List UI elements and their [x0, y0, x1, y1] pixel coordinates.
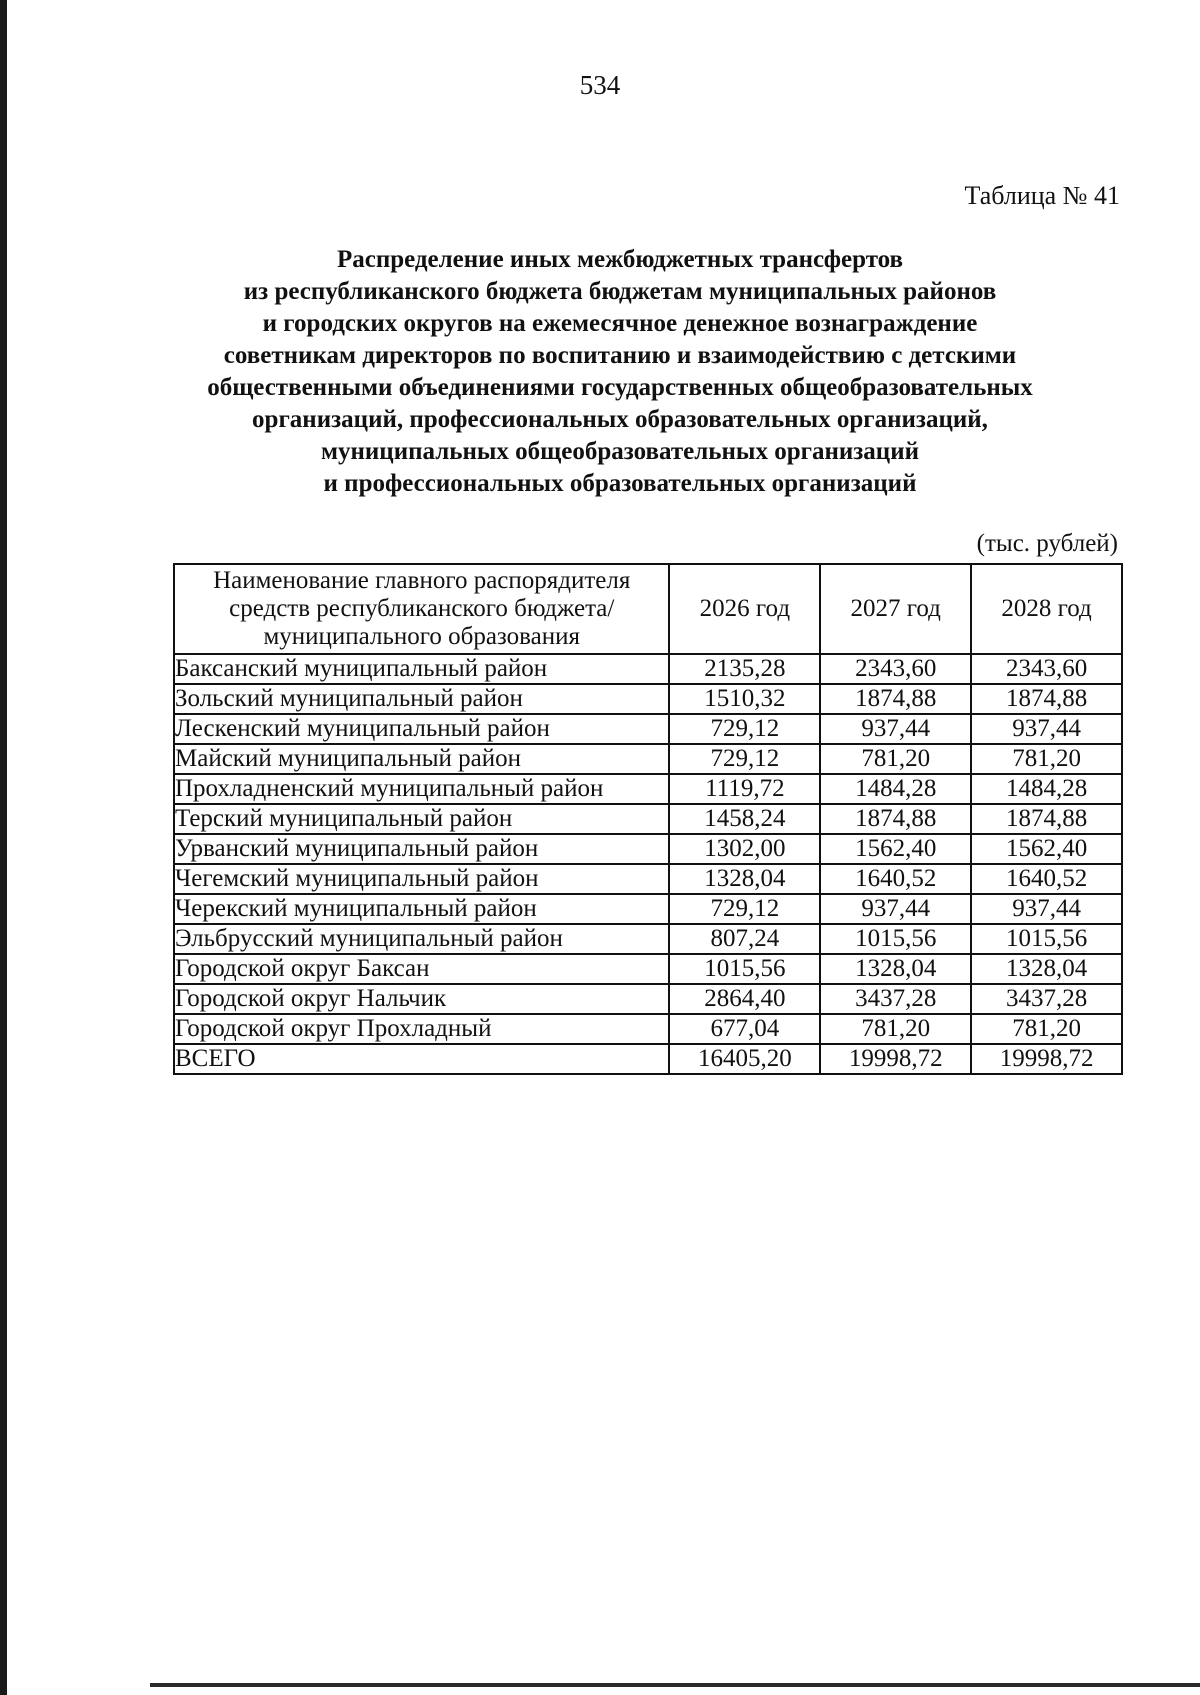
name-cell: Чегемский муниципальный район: [174, 864, 669, 894]
value-2027-cell: 1015,56: [820, 924, 971, 954]
title-line: Распределение иных межбюджетных трансфертов: [336, 246, 904, 273]
value-2026-cell: 729,12: [669, 714, 820, 744]
value-2026-cell: 1510,32: [669, 684, 820, 714]
table-row: [174, 654, 1122, 684]
name-cell: ВСЕГО: [174, 1044, 669, 1074]
value-2026-cell: 1458,24: [669, 804, 820, 834]
table-row: [174, 924, 1122, 954]
name-cell: Урванский муниципальный район: [174, 834, 669, 864]
name-cell: Эльбрусский муниципальный район: [174, 924, 669, 954]
name-cell: Черекский муниципальный район: [174, 894, 669, 924]
header-year-2026: 2026 год: [669, 564, 820, 654]
value-2028-cell: 781,20: [971, 744, 1122, 774]
value-2027-cell: 1484,28: [820, 774, 971, 804]
title-line: и городских округов на ежемесячное денежное вознаграждение: [262, 310, 978, 337]
value-2026-cell: 807,24: [669, 924, 820, 954]
value-2028-cell: 1640,52: [971, 864, 1122, 894]
value-2026-cell: 1119,72: [669, 774, 820, 804]
budget-table: [173, 563, 1123, 1075]
value-2028-cell: 1562,40: [971, 834, 1122, 864]
scan-bottom-edge: [150, 1683, 1200, 1687]
value-2027-cell: 1640,52: [820, 864, 971, 894]
table-row: [174, 684, 1122, 714]
header-name-line: средств республиканского бюджета/: [229, 595, 615, 622]
header-year-2027: 2027 год: [820, 564, 971, 654]
document-title: [140, 244, 1100, 500]
value-2028-cell: 1484,28: [971, 774, 1122, 804]
value-2028-cell: 3437,28: [971, 984, 1122, 1014]
value-2026-cell: 677,04: [669, 1014, 820, 1044]
table-row: [174, 744, 1122, 774]
header-name-line: муниципального образования: [263, 623, 580, 650]
value-2027-cell: 1328,04: [820, 954, 971, 984]
value-2026-cell: 1015,56: [669, 954, 820, 984]
value-2028-cell: 1874,88: [971, 804, 1122, 834]
value-2027-cell: 937,44: [820, 714, 971, 744]
value-2026-cell: 729,12: [669, 744, 820, 774]
value-2028-cell: 937,44: [971, 714, 1122, 744]
value-2028-cell: 1328,04: [971, 954, 1122, 984]
value-2026-cell: 1328,04: [669, 864, 820, 894]
value-2026-cell: 729,12: [669, 894, 820, 924]
value-2027-cell: 781,20: [820, 744, 971, 774]
table-row: [174, 834, 1122, 864]
table-body: [174, 654, 1122, 1074]
table-row: [174, 1014, 1122, 1044]
value-2028-cell: 781,20: [971, 1014, 1122, 1044]
value-2026-cell: 1302,00: [669, 834, 820, 864]
title-line: и профессиональных образовательных организаций: [323, 470, 917, 497]
table-label: Таблица № 41: [964, 181, 1120, 210]
name-cell: Городской округ Прохладный: [174, 1014, 669, 1044]
title-line: организаций, профессиональных образовательных организаций,: [252, 406, 988, 433]
page-number: 534: [579, 70, 621, 100]
value-2027-cell: 781,20: [820, 1014, 971, 1044]
name-cell: Баксанский муниципальный район: [174, 654, 669, 684]
table-row: [174, 894, 1122, 924]
value-2027-cell: 1874,88: [820, 804, 971, 834]
table-row: [174, 984, 1122, 1014]
table-row: [174, 774, 1122, 804]
name-cell: Майский муниципальный район: [174, 744, 669, 774]
value-2027-cell: 3437,28: [820, 984, 971, 1014]
value-2028-cell: 937,44: [971, 894, 1122, 924]
value-2027-cell: 1874,88: [820, 684, 971, 714]
header-name-cell: [174, 564, 669, 654]
value-2026-cell: 16405,20: [669, 1044, 820, 1074]
value-2028-cell: 1874,88: [971, 684, 1122, 714]
value-2028-cell: 19998,72: [971, 1044, 1122, 1074]
header-name-line: Наименование главного распорядителя: [213, 567, 631, 594]
scan-left-edge: [0, 0, 7, 1695]
value-2026-cell: 2135,28: [669, 654, 820, 684]
name-cell: Терский муниципальный район: [174, 804, 669, 834]
table-row: [174, 804, 1122, 834]
name-cell: Лескенский муниципальный район: [174, 714, 669, 744]
value-2028-cell: 1015,56: [971, 924, 1122, 954]
name-cell: Зольский муниципальный район: [174, 684, 669, 714]
title-line: муниципальных общеобразовательных организаций: [320, 438, 920, 465]
table-header-row: [174, 564, 1122, 654]
units-label: (тыс. рублей): [976, 530, 1118, 557]
title-line: общественными объединениями государственных общеобразовательных: [207, 374, 1033, 401]
name-cell: Городской округ Нальчик: [174, 984, 669, 1014]
title-line: из республиканского бюджета бюджетам муниципальных районов: [243, 278, 997, 305]
header-year-2028: 2028 год: [971, 564, 1122, 654]
total-row: [174, 1044, 1122, 1074]
title-line: советникам директоров по воспитанию и взаимодействию с детскими: [223, 342, 1017, 369]
value-2027-cell: 19998,72: [820, 1044, 971, 1074]
table-row: [174, 864, 1122, 894]
name-cell: Прохладненский муниципальный район: [174, 774, 669, 804]
value-2027-cell: 937,44: [820, 894, 971, 924]
value-2026-cell: 2864,40: [669, 984, 820, 1014]
value-2027-cell: 1562,40: [820, 834, 971, 864]
table-row: [174, 714, 1122, 744]
table-row: [174, 954, 1122, 984]
name-cell: Городской округ Баксан: [174, 954, 669, 984]
value-2028-cell: 2343,60: [971, 654, 1122, 684]
value-2027-cell: 2343,60: [820, 654, 971, 684]
